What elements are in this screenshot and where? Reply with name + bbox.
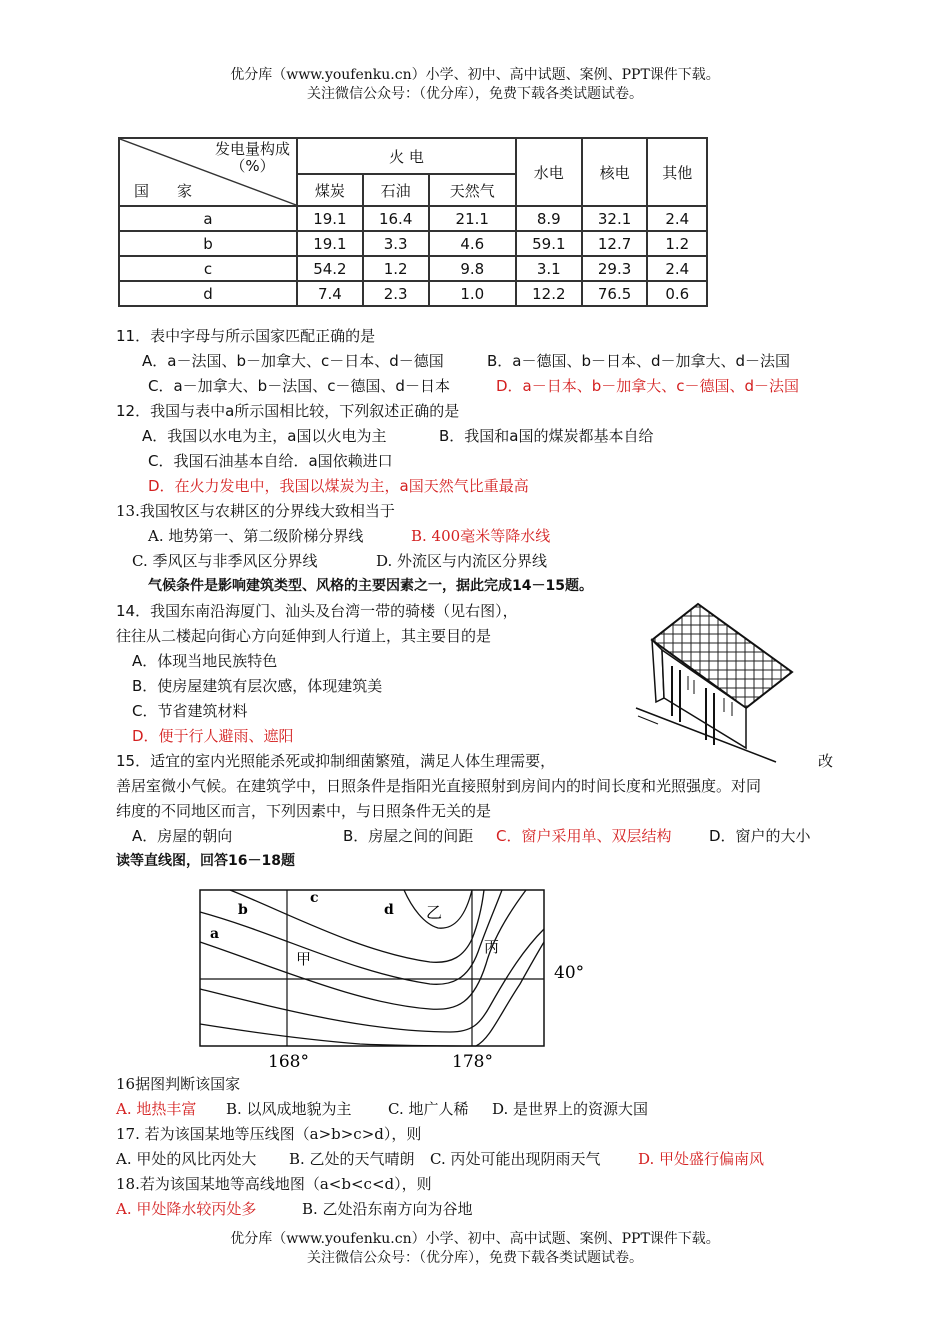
q15-option-d: D．窗户的大小 (709, 827, 811, 845)
arcade-building-illustration (628, 598, 800, 764)
q12-option-d-answer: D．在火力发电中，我国以煤炭为主，a国天然气比重最高 (148, 477, 529, 495)
table-corner-top: 发电量构成 (214, 140, 290, 158)
table-cell: 32.1 (582, 206, 648, 231)
table-cell: 19.1 (297, 231, 363, 256)
q17-stem: 17. 若为该国某地等压线图（a>b>c>d），则 (116, 1125, 422, 1143)
table-cell: 1.0 (429, 281, 516, 306)
q18-option-a-answer: A. 甲处降水较丙处多 (116, 1200, 257, 1218)
q15-option-b: B．房屋之间的间距 (343, 827, 474, 845)
table-cell: 1.2 (647, 231, 707, 256)
q14-option-a: A．体现当地民族特色 (132, 652, 278, 670)
map-label-bing: 丙 (484, 938, 500, 956)
q12-option-b: B．我国和a国的煤炭都基本自给 (439, 427, 654, 445)
q13-stem: 13.我国牧区与农耕区的分界线大致相当于 (116, 502, 395, 520)
table-cell: 4.6 (429, 231, 516, 256)
intro-14-15: 气候条件是影响建筑类型、风格的主要因素之一，据此完成14－15题。 (148, 578, 593, 594)
table-cell: 3.1 (516, 256, 582, 281)
table-cell: 9.8 (429, 256, 516, 281)
table-cell: 3.3 (363, 231, 429, 256)
q15-option-a: A．房屋的朝向 (132, 827, 233, 845)
map-label-d: d (384, 902, 394, 918)
q14-option-b: B．使房屋建筑有层次感，体现建筑美 (132, 677, 383, 695)
power-generation-table (118, 137, 708, 307)
footer-line-2: 关注微信公众号：（优分库），免费下载各类试题试卷。 (307, 1250, 643, 1266)
q13-option-b-answer: B. 400毫米等降水线 (411, 527, 551, 545)
intro-16-18: 读等直线图，回答16－18题 (116, 853, 295, 869)
q15-stem-1-end: 改 (818, 752, 834, 770)
table-cell: 0.6 (647, 281, 707, 306)
q14-option-d-answer: D．便于行人避雨、遮阳 (132, 727, 294, 745)
table-col-header: 水电 (516, 138, 582, 206)
map-label-jia: 甲 (296, 950, 312, 968)
map-lat-40: 40° (554, 963, 585, 983)
q16-option-b: B. 以风成地貌为主 (226, 1100, 352, 1118)
table-cell: 29.3 (582, 256, 648, 281)
header-line-2: 关注微信公众号：（优分库），免费下载各类试题试卷。 (307, 86, 643, 102)
table-cell: 12.7 (582, 231, 648, 256)
q16-option-c: C. 地广人稀 (388, 1100, 469, 1118)
table-col-header: 其他 (647, 138, 707, 206)
q11-stem: 11．表中字母与所示国家匹配正确的是 (116, 327, 376, 345)
q18-option-b: B. 乙处沿东南方向为谷地 (302, 1200, 473, 1218)
table-cell: 76.5 (582, 281, 648, 306)
header-line-1: 优分库（www.youfenku.cn）小学、初中、高中试题、案例、PPT课件下载。 (230, 67, 720, 83)
map-label-a: a (210, 926, 220, 942)
table-cell: 21.1 (429, 206, 516, 231)
table-cell: 19.1 (297, 206, 363, 231)
table-col-header: 石油 (363, 174, 429, 206)
q15-stem-2: 善居室微小气候。在建筑学中，日照条件是指阳光直接照射到房间内的时间长度和光照强度。对同 (116, 777, 762, 795)
table-col-header: 核电 (582, 138, 648, 206)
q17-option-d-answer: D. 甲处盛行偏南风 (638, 1150, 765, 1168)
q14-option-c: C．节省建筑材料 (132, 702, 248, 720)
table-cell: 16.4 (363, 206, 429, 231)
q13-option-c: C. 季风区与非季风区分界线 (132, 552, 318, 570)
q18-stem: 18.若为该国某地等高线地图（a<b<c<d），则 (116, 1175, 432, 1193)
table-cell: 2.4 (647, 256, 707, 281)
table-corner-unit: （%） (230, 157, 275, 175)
table-cell-country: c (119, 256, 297, 281)
table-cell: 2.4 (647, 206, 707, 231)
table-row (119, 281, 707, 306)
q11-option-b: B．a－德国、b－日本、d－加拿大、d－法国 (487, 352, 791, 370)
q12-option-c: C．我国石油基本自给．a国依赖进口 (148, 452, 393, 470)
table-col-header: 天然气 (429, 174, 516, 206)
table-cell: 2.3 (363, 281, 429, 306)
table-cell-country: b (119, 231, 297, 256)
table-cell: 54.2 (297, 256, 363, 281)
q17-option-c: C. 丙处可能出现阴雨天气 (430, 1150, 601, 1168)
q17-option-b: B. 乙处的天气晴朗 (289, 1150, 415, 1168)
table-row (119, 231, 707, 256)
q15-option-c-answer: C．窗户采用单、双层结构 (496, 827, 672, 845)
q16-option-d: D. 是世界上的资源大国 (492, 1100, 649, 1118)
isoline-f (200, 942, 544, 1046)
isoline-c (230, 890, 484, 962)
q11-option-c: C．a－加拿大、b－法国、c－德国、d－日本 (148, 377, 450, 395)
q13-option-a: A. 地势第一、第二级阶梯分界线 (148, 527, 364, 545)
map-lon-168: 168° (268, 1052, 309, 1072)
table-cell: 7.4 (297, 281, 363, 306)
table-row (119, 256, 707, 281)
table-cell-country: a (119, 206, 297, 231)
q11-option-a: A．a－法国、b－加拿大、c－日本、d－德国 (142, 352, 444, 370)
table-cell-country: d (119, 281, 297, 306)
q16-option-a-answer: A. 地热丰富 (116, 1100, 197, 1118)
map-label-c: c (310, 890, 319, 906)
isoline-map (190, 884, 590, 1074)
q14-stem-1: 14．我国东南沿海厦门、汕头及台湾一带的骑楼（见右图）， (116, 602, 518, 620)
footer-line-1: 优分库（www.youfenku.cn）小学、初中、高中试题、案例、PPT课件下载。 (230, 1231, 720, 1247)
isoline-a (200, 890, 526, 1009)
q12-stem: 12．我国与表中a所示国相比较，下列叙述正确的是 (116, 402, 460, 420)
q17-option-a: A. 甲处的风比丙处大 (116, 1150, 257, 1168)
map-lon-178: 178° (452, 1052, 493, 1072)
table-cell: 12.2 (516, 281, 582, 306)
q13-option-d: D. 外流区与内流区分界线 (376, 552, 548, 570)
table-cell: 1.2 (363, 256, 429, 281)
q12-option-a: A．我国以水电为主，a国以火电为主 (142, 427, 387, 445)
map-label-yi: 乙 (426, 903, 443, 922)
table-row (119, 206, 707, 231)
q14-stem-2: 往往从二楼起向街心方向延伸到人行道上，其主要目的是 (116, 627, 492, 645)
table-col-header: 煤炭 (297, 174, 363, 206)
q16-stem: 16据图判断该国家 (116, 1075, 241, 1093)
q11-option-d-answer: D．a－日本、b－加拿大、c－德国、d－法国 (496, 377, 800, 395)
table-corner-bottom: 国家 (134, 182, 221, 200)
map-label-b: b (238, 902, 248, 918)
table-corner-cell (119, 138, 297, 206)
q15-stem-3: 纬度的不同地区而言，下列因素中，与日照条件无关的是 (116, 802, 492, 820)
table-cell: 8.9 (516, 206, 582, 231)
table-group-header: 火 电 (297, 138, 516, 174)
table-cell: 59.1 (516, 231, 582, 256)
q15-stem-1: 15．适宜的室内光照能杀死或抑制细菌繁殖，满足人体生理需要， (116, 752, 556, 770)
